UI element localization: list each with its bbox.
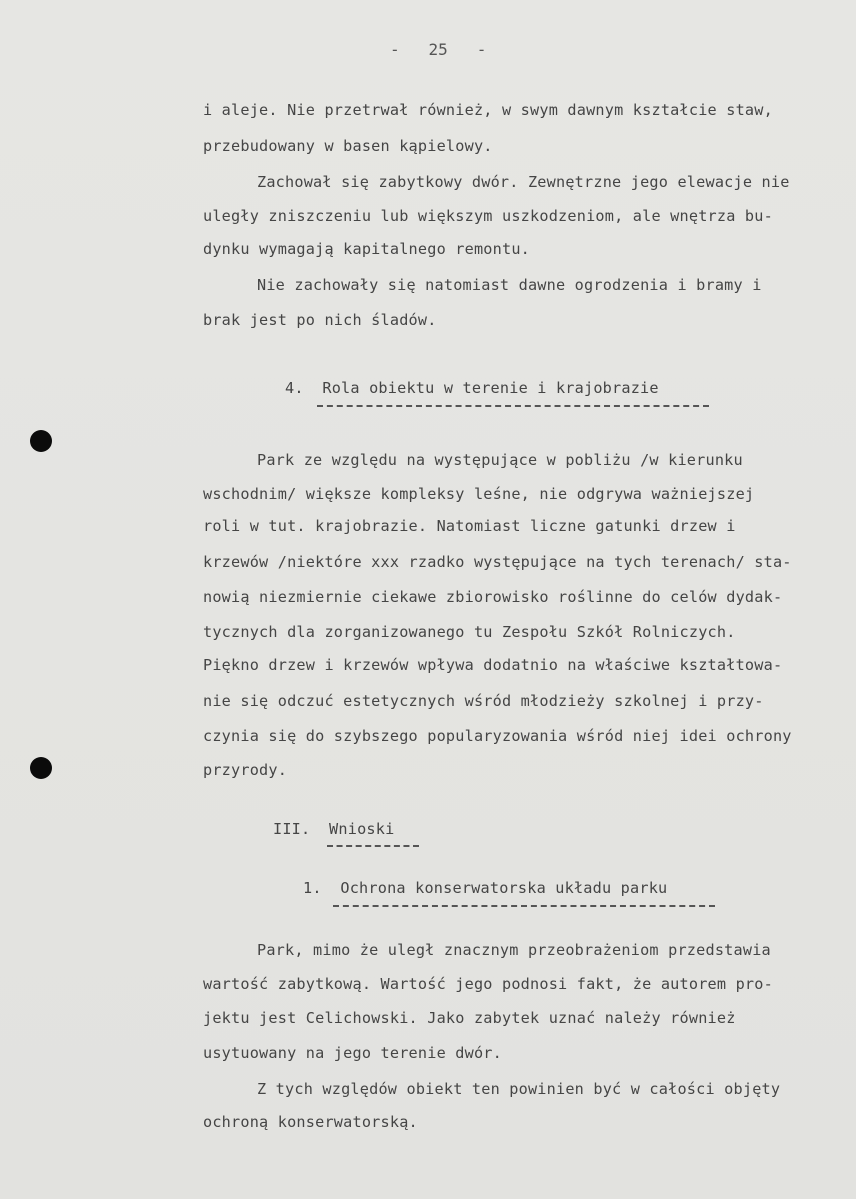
text-line: wartość zabytkową. Wartość jego podnosi fakt, że autorem pro- [203, 975, 773, 993]
section-heading: 4. Rola obiektu w terenie i krajobrazie [285, 379, 659, 397]
text-line: przebudowany w basen kąpielowy. [203, 137, 493, 155]
text-line: krzewów /niektóre xxx rzadko występujące na tych terenach/ sta- [203, 553, 792, 571]
heading-underline [327, 845, 419, 847]
section-heading: III. Wnioski [273, 820, 395, 838]
text-line: uległy zniszczeniu lub większym uszkodzeniom, ale wnętrza bu- [203, 207, 773, 225]
heading-underline [333, 905, 715, 907]
text-line: ochroną konserwatorską. [203, 1113, 418, 1131]
text-line: Zachował się zabytkowy dwór. Zewnętrzne jego elewacje nie [257, 173, 790, 191]
text-line: czynia się do szybszego popularyzowania wśród niej idei ochrony [203, 727, 792, 745]
section-heading: 1. Ochrona konserwatorska układu parku [303, 879, 668, 897]
text-line: Z tych względów obiekt ten powinien być w całości objęty [257, 1080, 781, 1098]
text-line: Piękno drzew i krzewów wpływa dodatnio na właściwe kształtowa- [203, 656, 783, 674]
text-line: nie się odczuć estetycznych wśród młodzieży szkolnej i przy- [203, 692, 764, 710]
heading-underline [317, 405, 709, 407]
binder-hole [30, 757, 52, 779]
text-line: roli w tut. krajobrazie. Natomiast liczne gatunki drzew i [203, 517, 736, 535]
binder-hole [30, 430, 52, 452]
text-line: jektu jest Celichowski. Jako zabytek uznać należy również [203, 1009, 736, 1027]
text-line: Nie zachowały się natomiast dawne ogrodzenia i bramy i [257, 276, 762, 294]
text-line: nowią niezmiernie ciekawe zbiorowisko roślinne do celów dydak- [203, 588, 783, 606]
text-line: tycznych dla zorganizowanego tu Zespołu Szkół Rolniczych. [203, 623, 736, 641]
text-line: i aleje. Nie przetrwał również, w swym dawnym kształcie staw, [203, 101, 773, 119]
text-line: brak jest po nich śladów. [203, 311, 437, 329]
text-line: usytuowany na jego terenie dwór. [203, 1044, 502, 1062]
page-number: - 25 - [390, 40, 487, 59]
text-line: dynku wymagają kapitalnego remontu. [203, 240, 531, 258]
text-line: wschodnim/ większe kompleksy leśne, nie odgrywa ważniejszej [203, 485, 755, 503]
text-line: przyrody. [203, 761, 288, 779]
text-line: Park, mimo że uległ znacznym przeobrażeniom przedstawia [257, 941, 771, 959]
text-line: Park ze względu na występujące w pobliżu /w kierunku [257, 451, 743, 469]
